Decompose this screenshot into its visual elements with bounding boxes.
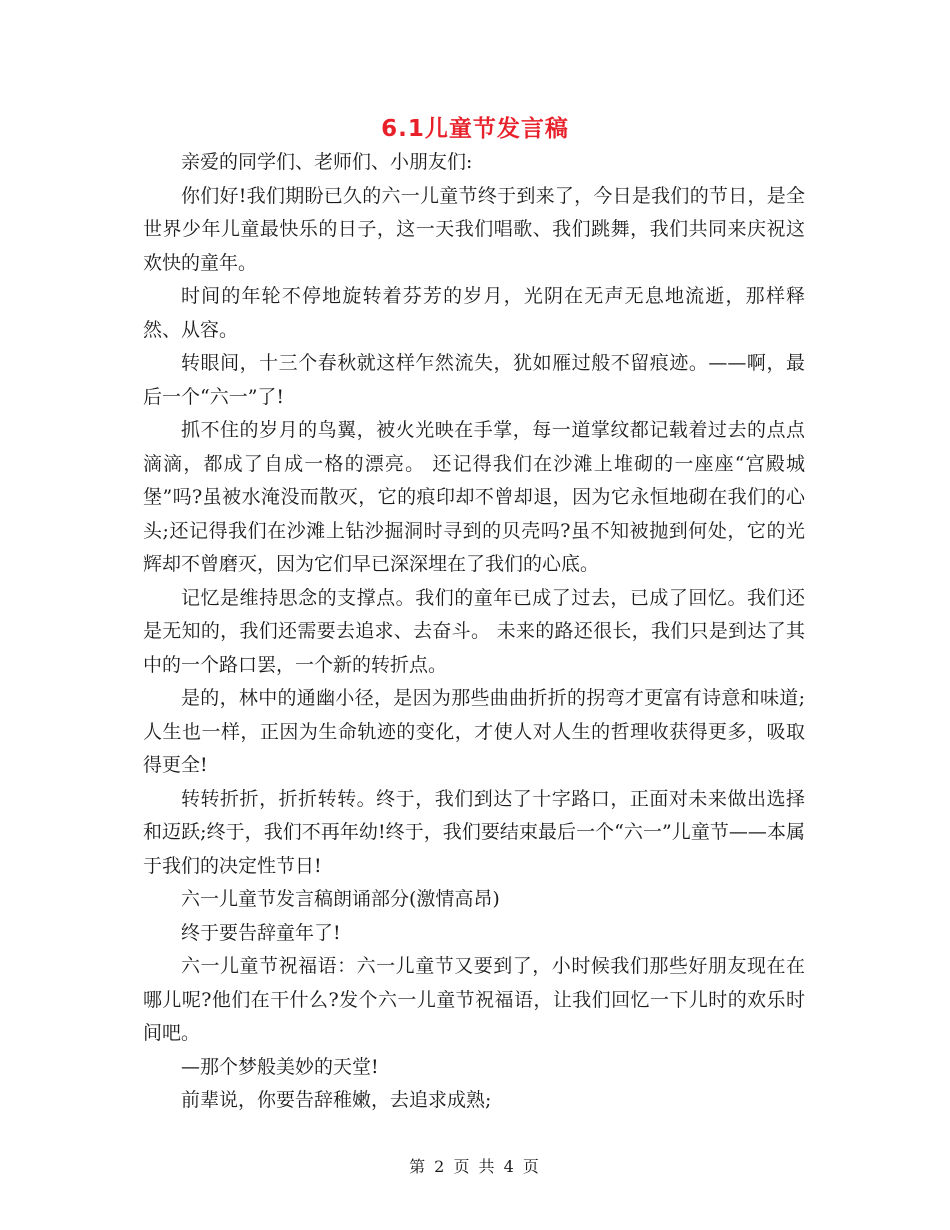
paragraph-13: 前辈说，你要告辞稚嫩，去追求成熟; (181, 1089, 492, 1111)
paragraph-4: 转眼间，十三个春秋就这样乍然流失，犹如雁过般不留痕迹。——啊，最后一个“六一”了! (143, 352, 805, 408)
paragraph-11: 六一儿童节祝福语：六一儿童节又要到了，小时候我们那些好朋友现在在哪儿呢?他们在干什么?发个六一儿童节祝福语，让我们回忆一下儿时的欢乐时间吧。 (143, 955, 805, 1044)
paragraph-12: —那个梦般美妙的天堂! (181, 1055, 379, 1078)
paragraph-7: 是的，林中的通幽小径，是因为那些曲曲折折的拐弯才更富有诗意和味道;人生也一样，正因为生命轨迹的变化，才使人对人生的哲理收获得更多，吸取得更全! (143, 687, 805, 776)
paragraph-1: 亲爱的同学们、老师们、小朋友们: (181, 151, 473, 173)
paragraph-2: 你们好!我们期盼已久的六一儿童节终于到来了，今日是我们的节日，是全世界少年儿童最快乐的日子，这一天我们唱歌、我们跳舞，我们共同来庆祝这欢快的童年。 (143, 184, 805, 274)
page-footer: 第 2 页 共 4 页 (409, 1157, 541, 1176)
paragraph-6: 记忆是维持思念的支撑点。我们的童年已成了过去，已成了回忆。我们还是无知的，我们还需要去追求、去奋斗。 未来的路还很长，我们只是到达了其中的一个路口罢，一个新的转折点。 (143, 586, 805, 676)
paragraph-5: 抓不住的岁月的鸟翼，被火光映在手掌，每一道掌纹都记载着过去的点点滴滴，都成了自成一格的漂亮。 还记得我们在沙滩上堆砌的一座座“宫殿城堡”吗?虽被水淹没而散灭，它的痕印却不曾却退，因为它永恒地砌在我们的心头;还记得我们在沙滩上钻沙掘洞时寻到的贝壳吗?虽不知被抛到何处，它的光辉却不曾磨灭，因为它们早已深深埋在了我们的心底。 (143, 419, 805, 575)
document-title: 6.1儿童节发言稿 (381, 116, 569, 142)
paragraph-10: 终于要告辞童年了! (181, 921, 341, 944)
document-body (143, 146, 805, 1118)
paragraph-9: 六一儿童节发言稿朗诵部分(激情高昂) (181, 888, 500, 910)
paragraph-3: 时间的年轮不停地旋转着芬芳的岁月，光阴在无声无息地流逝，那样释然、从容。 (143, 285, 805, 341)
paragraph-8: 转转折折，折折转转。终于，我们到达了十字路口，正面对未来做出选择和迈跃;终于，我们不再年幼!终于，我们要结束最后一个“六一”儿童节——本属于我们的决定性节日! (143, 787, 805, 877)
